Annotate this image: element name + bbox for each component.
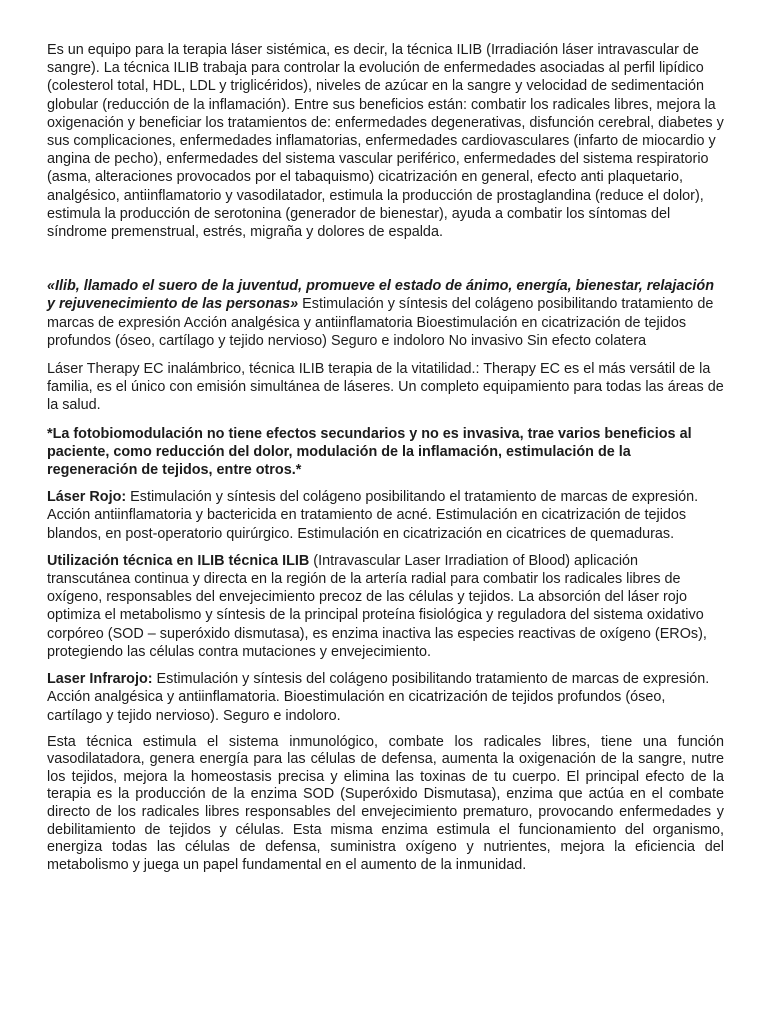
quote-paragraph [47,277,724,350]
intro-paragraph: Es un equipo para la terapia láser sistémica, es decir, la técnica ILIB (Irradiación láser intravascular de sangre). La técnica ILIB trabaja para controlar la evolución de enfermedades asociadas al perfil lipídico (colesterol total, HDL, LDL y triglicéridos), niveles de azúcar en la sangre y velocidad de sedimentación globular (reducción de la inflamación). Entre sus beneficios están: combatir los radicales libres, mejora la oxigenación y beneficiar los tratamientos de: enfermedades degenerativas, disfunción cerebral, diabetes y sus complicaciones, enfermedades inflamatorias, enfermedades cardiovasculares (infarto de miocardio y angina de pecho), enfermedades del sistema vascular periférico, enfermedades del sistema respiratorio (asma, alteraciones provocados por el tabaquismo) cicatrización en general, efecto anti plaquetario, analgésico, antiinflamatorio y vasodilatador, estimula la producción de prostaglandina (reduce el dolor), estimula la producción de serotonina (generador de bienestar), ayuda a combatir los síntomas del síndrome premenstrual, estrés, migraña y dolores de espalda. [47,42,724,241]
laser-rojo-paragraph [47,488,724,543]
fotobiomodulacion-paragraph: *La fotobiomodulación no tiene efectos secundarios y no es invasiva, trae varios beneficios al paciente, como reducción del dolor, modulación de la inflamación, estimulación de la regeneración de tejidos, entre otros.* [47,425,692,479]
laser-infrarojo-lead: Laser Infrarojo: [47,671,153,688]
laser-rojo-body: Estimulación y síntesis del colágeno posibilitando el tratamiento de marcas de expresión. Acción antiinflamatoria y bactericida en tratamiento de acné. Estimulación en cicatrización de tejidos blandos, en post-operatorio quirúrgico. Estimulación en cicatrización en cicatrices de quemaduras. [47,489,699,542]
final-paragraph: Esta técnica estimula el sistema inmunológico, combate los radicales libres, tiene una función vasodilatadora, genera energía para las células de defensa, aumenta la oxigenación de la sangre, nutre los tejidos, mejora la homeostasis precisa y elimina las toxinas de tu cuerpo. El principal efecto de la terapia es la producción de la enzima SOD (Superóxido Dismutasa), enzima que actúa en el combate directo de los radicales libres responsables del envejecimiento prematuro, provocando enfermedades y debilitamiento de tejidos y células. Esta misma enzima estimula el funcionamiento del organismo, energiza todas las células de defensa, suministra oxígeno y nutrientes, mejora la eficiencia del metabolismo y juega un papel fundamental en el aumento de la inmunidad. [47,733,724,873]
laser-rojo-lead: Láser Rojo: [47,489,127,506]
therapy-ec-paragraph: Láser Therapy EC inalámbrico, técnica ILIB terapia de la vitatilidad.: Therapy EC es el más versátil de la familia, es el único con emisión simultánea de láseres. Un completo equipamiento para todas las áreas de la salud. [47,361,724,414]
ilib-lead: Utilización técnica en ILIB técnica ILIB [47,552,310,569]
ilib-paragraph [47,552,724,661]
laser-infrarojo-paragraph [47,670,724,725]
laser-infrarojo-body: Estimulación y síntesis del colágeno posibilitando tratamiento de marcas de expresión. Acción analgésica y antiinflamatoria. Bioestimulación en cicatrización de tejidos profundos (óseo, cartílago y tejido nervioso). Seguro e indoloro. [47,671,710,724]
document-page [47,41,724,874]
quote-body: Estimulación y síntesis del colágeno posibilitando tratamiento de marcas de expresión Acción analgésica y antiinflamatoria Bioestimulación en cicatrización de tejidos profundos (óseo, cartílago y tejido nervioso) Seguro e indoloro No invasivo Sin efecto colatera [47,296,714,349]
ilib-body: (Intravascular Laser Irradiation of Blood) aplicación transcutánea continua y directa en la región de la artería radial para combatir los radicales libres de oxígeno, responsables del envejecimiento precoz de las células y tejidos. La absorción del láser rojo optimiza el metabolismo y síntesis de la principal proteína fisiológica y reguladora del sistema oxidativo corpóreo (SOD – superóxido dismutasa), es enzima inactiva las especies reactivas de oxígeno (EROs), protegiendo las células contra mutaciones y envejecimiento. [47,552,707,660]
quote-lead: «Ilib, llamado el suero de la juventud, promueve el estado de ánimo, energía, bienestar, relajación y rejuvenecimiento de las personas» [47,278,714,313]
